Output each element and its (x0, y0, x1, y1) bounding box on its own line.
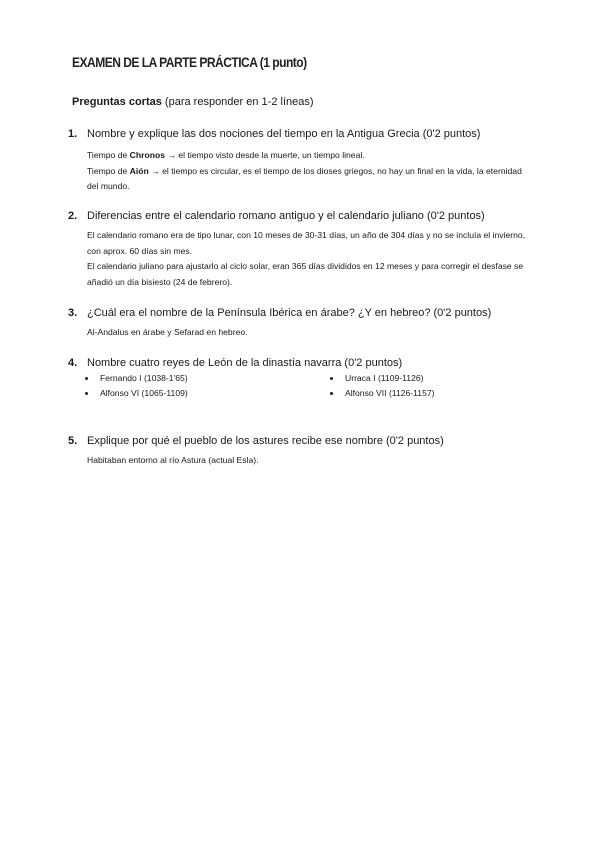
answer-bold: Chronos (129, 150, 165, 160)
answer-text: Tiempo de (87, 150, 130, 160)
king-name: Alfonso VI (1065-1109) (100, 388, 188, 398)
answer-text: Tiempo de (87, 165, 130, 176)
question-text: Diferencias entre el calendario romano antiguo y el calendario juliano (0'2 puntos) (87, 210, 485, 222)
answer-5 (87, 453, 532, 469)
question-number: 2. (68, 210, 78, 222)
bullet-icon (330, 377, 333, 380)
subtitle-rest: (para responder en 1-2 líneas) (161, 96, 314, 108)
question-number: 3. (68, 307, 78, 319)
section-subtitle (72, 96, 314, 108)
answer-1 (87, 148, 532, 195)
list-item (85, 388, 188, 398)
answer-line: Al-Andalus en árabe y Sefarad en hebreo. (87, 327, 248, 337)
answer-2 (87, 228, 532, 290)
answer-bold: Aión (129, 165, 149, 176)
answer-text: → el tiempo es circular, es el tiempo de los dioses griegos, no hay un final en la vida, la eternidad del mundo. (87, 165, 522, 191)
answer-line: El calendario romano era de tipo lunar, con 10 meses de 30-31 días, un año de 304 días y no se incluía el invierno, con aprox. 60 días sin mes. (87, 230, 526, 256)
answer-text: → el tiempo visto desde la muerte, un tiempo lineal. (165, 150, 365, 160)
answer-line: Habitaban entorno al río Astura (actual Esla). (87, 455, 259, 465)
answer-line (87, 148, 532, 164)
question-number: 1. (68, 128, 78, 140)
subtitle-bold: Preguntas cortas (72, 96, 162, 108)
question-text: Nombre y explique las dos nociones del tiempo en la Antigua Grecia (0'2 puntos) (87, 128, 481, 140)
list-item (330, 373, 424, 383)
answer-line (87, 164, 532, 195)
king-name: Fernando I (1038-1'65) (100, 373, 188, 383)
answer-line: El calendario juliano para ajustarlo al ciclo solar, eran 365 días divididos en 12 meses y para corregir el desfase se añadió un día bisiesto (24 de febrero). (87, 261, 524, 287)
list-item (85, 373, 188, 383)
bullet-icon (85, 392, 88, 395)
king-name: Alfonso VII (1126-1157) (345, 388, 435, 398)
list-item (330, 388, 435, 398)
bullet-icon (85, 377, 88, 380)
question-text: Explique por qué el pueblo de los astures recibe ese nombre (0'2 puntos) (87, 435, 444, 447)
king-name: Urraca I (1109-1126) (345, 373, 424, 383)
question-number: 5. (68, 435, 78, 447)
bullet-icon (330, 392, 333, 395)
question-text: Nombre cuatro reyes de León de la dinastía navarra (0'2 puntos) (87, 357, 403, 369)
question-text: ¿Cuál era el nombre de la Península Ibérica en árabe? ¿Y en hebreo? (0'2 puntos) (87, 307, 492, 319)
page-title: EXAMEN DE LA PARTE PRÁCTICA (1 punto) (72, 54, 307, 70)
answer-3 (87, 325, 532, 341)
question-number: 4. (68, 357, 78, 369)
